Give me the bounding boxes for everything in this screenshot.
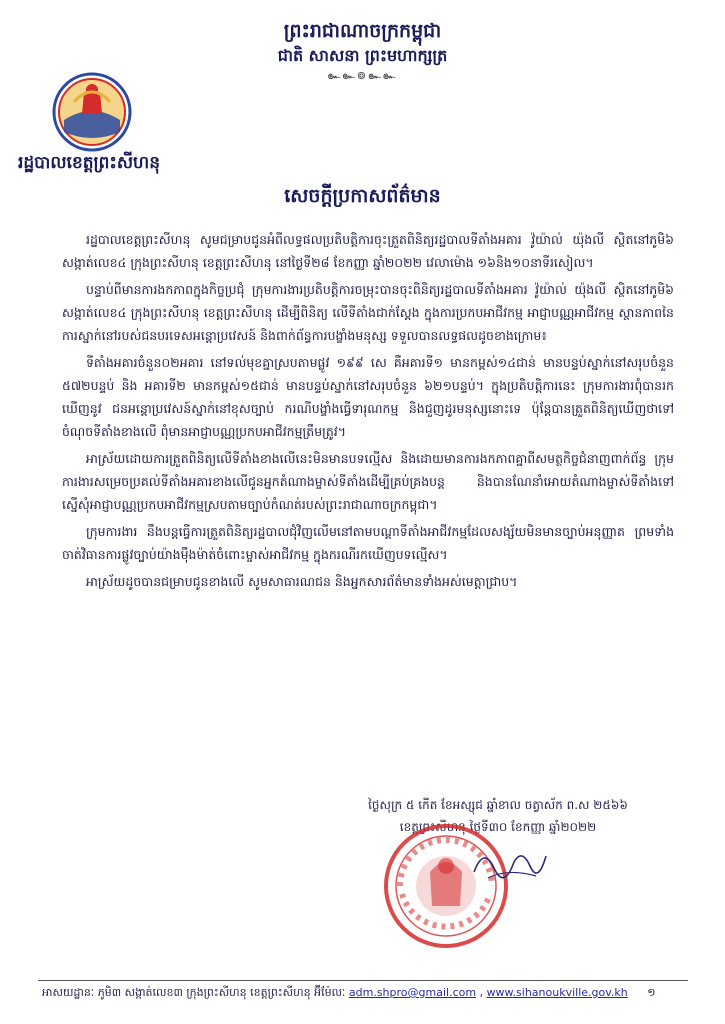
- provincial-emblem-icon: [52, 72, 132, 152]
- paragraph: រដ្ឋបាលខេត្តព្រះសីហនុ សូមជម្រាបជូនអំពីលទ្ធផលប្រតិបត្តិការចុះត្រួតពិនិត្យរដ្ឋបាលទីតាំងអគារ វ៉ូយ៉ាល់ យ៉ុងលី ស្ថិតនៅភូមិ៦ សង្កាត់លេខ៤ ក្រុងព្រះសីហនុ ខេត្តព្រះសីហនុ នៅថ្ងៃទី២៨ ខែកញ្ញា ឆ្នាំ២០២២ វេលាម៉ោង ១៦និង១០នាទីរសៀល។: [62, 232, 674, 270]
- kingdom-title: ព្រះរាជាណាចក្រកម្ពុជា: [283, 20, 442, 42]
- paragraph: អាស្រ័យដូចបានជម្រាបជូនខាងលើ សូមសាធារណជន និងអ្នកសារព័ត៌មានទាំងអស់មេត្តាជ្រាប។: [86, 574, 518, 589]
- document-title: សេចក្តីប្រកាសព័ត៌មាន: [284, 185, 441, 207]
- footer-address: អាសយដ្ឋានៈ ភូមិ៣ សង្កាត់លេខ៣ ក្រុងព្រះសីហនុ ខេត្តព្រះសីហនុ អ៊ីម៉ែលៈ: [42, 986, 346, 999]
- document-body: [62, 228, 674, 597]
- solar-date: ខេត្តព្រះសីហនុ ថ្ងៃទី៣០ ខែកញ្ញា ឆ្នាំ២០២២: [399, 820, 597, 834]
- paragraph: អាស្រ័យដោយការត្រួតពិនិត្យលើទីតាំងខាងលើនេះមិនមានបទល្មើស និងដោយមានការងកភាពគ្នាពីសមត្ថកិច្ចជំនាញពាក់ព័ន្ធ ក្រុមការងារសម្រេចប្រគល់ទីតាំងអគារខាងលើជូនអ្នកតំណាងម្ចាស់ទីតាំងដើម្បីគ្រប់គ្រងបន្ត និងបានណែនាំអោយតំណាងម្ចាស់ទីតាំងទៅស្នើសុំអាជ្ញាបណ្ណប្រកបអាជីវកម្មស្របតាមច្បាប់កំណត់របស់ព្រះរាជាណាចក្រកម្ពុជា។: [62, 451, 674, 512]
- website-link[interactable]: www.sihanoukville.gov.kh: [486, 986, 628, 999]
- issuing-authority: រដ្ឋបាលខេត្តព្រះសីហនុ: [18, 153, 161, 173]
- email-link[interactable]: adm.shpro@gmail.com: [348, 986, 477, 999]
- lunar-date: ថ្ងៃសុក្រ ៥ កើត ខែអស្សុជ ឆ្នាំខាល ចត្វាស័ក ព.ស ២៥៦៦: [368, 798, 628, 812]
- national-motto: ជាតិ សាសនា ព្រះមហាក្សត្រ: [277, 46, 448, 65]
- paragraph: បន្ទាប់ពីមានការងកភាពក្នុងកិច្ចប្រជុំ ក្រុមការងារប្រតិបត្តិការចម្រុះបានចុះពិនិត្យរដ្ឋបាលទីតាំងអគារ វ៉ូយ៉ាល់ យ៉ុងលី ស្ថិតនៅភូមិ៦ សង្កាត់លេខ៤ ក្រុងព្រះសីហនុ ខេត្តព្រះសីហនុ ដើម្បីពិនិត្យ លើទីតាំងជាក់ស្តែង ក្នុងការប្រកបអាជីវកម្ម អាជ្ញាបណ្ណអាជីវកម្ម ស្ថានភាពនៃការស្នាក់នៅរបស់ជនបរទេសអន្តោប្រវេសន៍ និងពាក់ព័ន្ធការបង្ខាំងមនុស្ស ទទួលបានលទ្ធផលដូចខាងក្រោម៖: [62, 282, 674, 343]
- page-number: ១: [647, 986, 656, 999]
- footer: [42, 986, 692, 1002]
- footer-divider: [38, 980, 688, 981]
- footer-separator: ,: [479, 986, 484, 999]
- handwritten-signature-icon: [470, 838, 550, 888]
- paragraph: ក្រុមការងារ នឹងបន្តធ្វើការត្រួតពិនិត្យរដ្ឋបាលជុំវិញលើមនៅតាមបណ្តាទីតាំងអាជីវកម្មដែលសង្ស័យមិនមានច្បាប់អនុញ្ញាត ព្រមទាំងចាត់វិធានការផ្លូវច្បាប់យ៉ាងម៉ឺងម៉ាត់ចំពោះម្ចាស់អាជីវកម្ម ក្នុងករណីរកឃើញបទល្មើស។: [62, 524, 674, 562]
- paragraph: ទីតាំងអគារចំនួន០២អគារ នៅទល់មុខគ្នាស្របតាមផ្លូវ ១៩៩ សេ គឺអគារទី១ មានកម្ពស់១៤ជាន់ មានបន្ទប់ស្នាក់នៅសរុបចំនួន ៥៧២បន្ទប់ និង អគារទី២ មានកម្ពស់១៥ជាន់ មានបន្ទប់ស្នាក់នៅសរុបចំនួន ៦២១បន្ទប់។ ក្នុងប្រតិបត្តិការនេះ ក្រុមការងារពុំបានរកឃើញនូវ ជនអន្តោប្រវេសន៍ស្នាក់នៅខុសច្បាប់ ករណីបង្ខាំងធ្វើទារុណកម្ម និងជួញដូរមនុស្សនោះទេ ប៉ុន្តែបានត្រួតពិនិត្យឃើញថាទៅចំណុចទីតាំងខាងលើ ពុំមានអាជ្ញាបណ្ណប្រកបអាជីវកម្មត្រឹមត្រូវ។: [62, 355, 674, 439]
- header-ornament: ๛๛៙๛๛: [327, 69, 398, 82]
